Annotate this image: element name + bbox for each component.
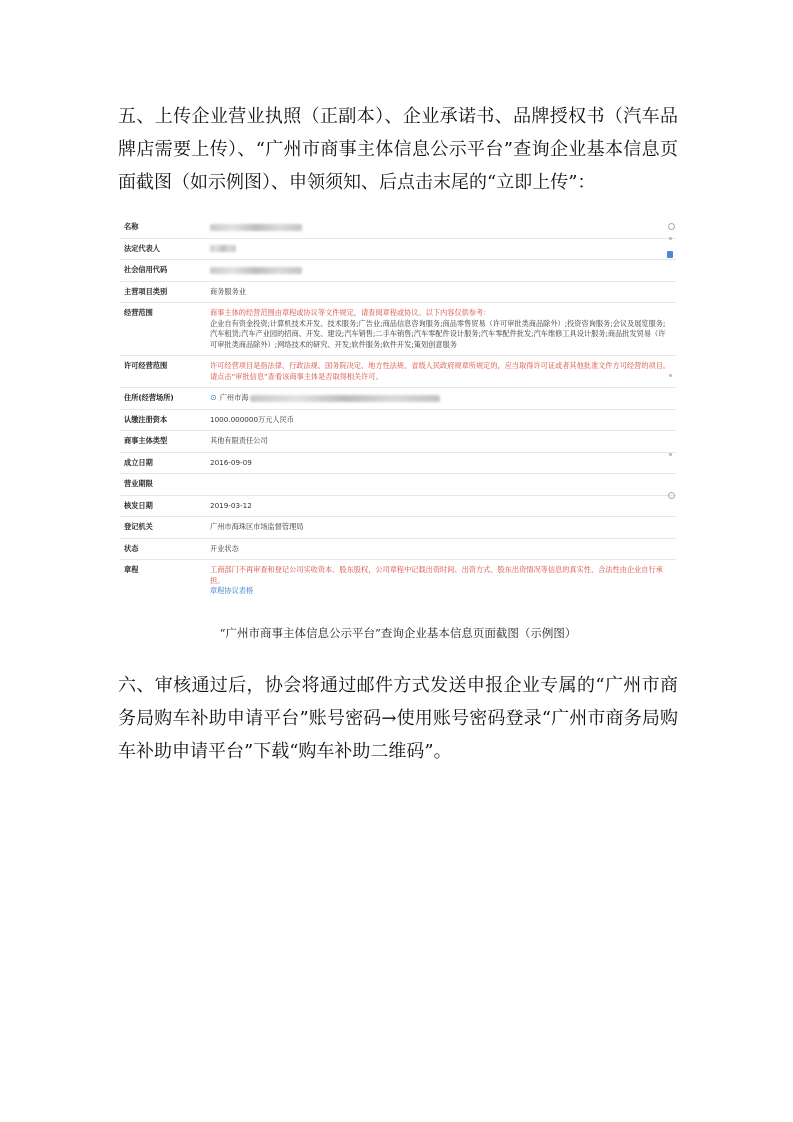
charter-text: 工商部门不再审查和登记公司实收资本、股东股权，公司章程中记载出资时间、出资方式、股东出资情况等信息的真实性、合法性由企业自行承担。: [210, 565, 663, 585]
table-row: [120, 260, 676, 282]
charter-link[interactable]: 章程协议表格: [210, 586, 254, 595]
row-value: 开业状态: [210, 543, 239, 553]
circle-marker-icon: [668, 223, 675, 230]
redacted-blur: [210, 267, 302, 274]
row-label: 主营项目类别: [124, 286, 168, 296]
cut-off-row: [210, 597, 672, 602]
row-label: 章程: [124, 565, 139, 574]
figure-caption: “广州市商事主体信息公示平台”查询企业基本信息页面截图（示例图）: [219, 626, 577, 640]
row-label: 许可经营范围: [124, 361, 168, 370]
row-label: 状态: [124, 543, 139, 553]
row-value: [210, 303, 676, 355]
paragraph-step-5: 五、上传企业营业执照（正副本）、企业承诺书、品牌授权书（汽车品牌店需要上传）、“广州市商事主体信息公示平台”查询企业基本信息页面截图（如示例图）、申领须知、后点击末尾的“立即上传”：: [118, 106, 678, 193]
table-row: [120, 474, 676, 496]
row-label: 住所(经营场所): [124, 393, 174, 402]
table-row: [120, 517, 676, 539]
row-value: [210, 217, 676, 238]
row-label: 商事主体类型: [124, 436, 168, 445]
page-side-markers: [656, 217, 682, 611]
location-pin-icon: ⊙: [210, 393, 217, 402]
table-row: [120, 453, 676, 475]
row-value: [210, 260, 676, 281]
dot-marker-icon: [669, 237, 672, 240]
table-row: [120, 410, 676, 432]
table-row: [120, 560, 676, 607]
row-value: 许可经营项目是指法律、行政法规、国务院决定、地方性法规、省级人民政府规章所规定的，应当取得许可证或者其他批准文件方可经营的项目。请点击“审批信息”查看该商事主体是否取得相关许可。: [210, 361, 671, 381]
table-row: [120, 217, 676, 239]
row-label: 成立日期: [124, 457, 153, 467]
table-row: [120, 539, 676, 561]
row-value: 其他有限责任公司: [210, 436, 268, 445]
redacted-blur: [210, 245, 236, 252]
dot-marker-icon: [669, 453, 672, 456]
example-screenshot: [120, 217, 676, 611]
table-row: [120, 388, 676, 410]
table-row: [120, 239, 676, 261]
table-row: [120, 356, 676, 388]
address-text: 广州市海: [219, 393, 249, 402]
row-value: 商务服务业: [210, 286, 246, 296]
paragraph-step-6: 六、审核通过后，协会将通过邮件方式发送申报企业专属的“广州市商务局购车补助申请平台”账号密码→使用账号密码登录“广州市商务局购车补助申请平台”下载“购车补助二维码”。: [118, 675, 678, 762]
row-value: 广州市海珠区市场监督管理局: [210, 522, 304, 531]
row-value: 2016-09-09: [210, 457, 252, 467]
redacted-blur: [210, 224, 302, 231]
row-label: 社会信用代码: [124, 265, 168, 274]
table-row: [120, 282, 676, 304]
row-value: 1000.000000万元人民币: [210, 414, 294, 424]
redacted-blur: [250, 395, 440, 402]
row-value: [210, 239, 676, 260]
table-row: [120, 496, 676, 518]
row-label: 营业期限: [124, 479, 153, 488]
table-row: [120, 303, 676, 356]
row-value: [210, 474, 676, 495]
circle-marker-icon: [668, 492, 675, 499]
row-label: 名称: [124, 222, 139, 231]
row-label: 经营范围: [124, 308, 153, 317]
row-value: 2019-03-12: [210, 500, 252, 510]
square-marker-icon: [667, 251, 673, 258]
row-label: 认缴注册资本: [124, 414, 168, 424]
row-label: 核发日期: [124, 500, 153, 510]
row-label: 登记机关: [124, 522, 153, 531]
scope-text: 企业自有资金投资;计算机技术开发、技术服务;广告业;商品信息咨询服务;商品零售贸易（许可审批类商品除外）;投资咨询服务;会议及展览服务;汽车租赁;汽车产业园的招商、开发、建设;汽车销售;二手车销售;汽车零配件设计服务;汽车零配件批发;汽车维修工具设计服务;商品批发贸易（许可审批类商品除外）;网络技术的研究、开发;软件服务;软件开发;策划创意服务: [210, 318, 666, 349]
row-value: [210, 560, 676, 607]
scope-note: 商事主体的经营范围由章程或协议等文件规定，请查阅章程或协议。以下内容仅供参考：: [210, 308, 491, 317]
table-row: [120, 431, 676, 453]
row-value: [210, 388, 676, 409]
row-label: 法定代表人: [124, 243, 160, 253]
dot-marker-icon: [669, 374, 672, 377]
